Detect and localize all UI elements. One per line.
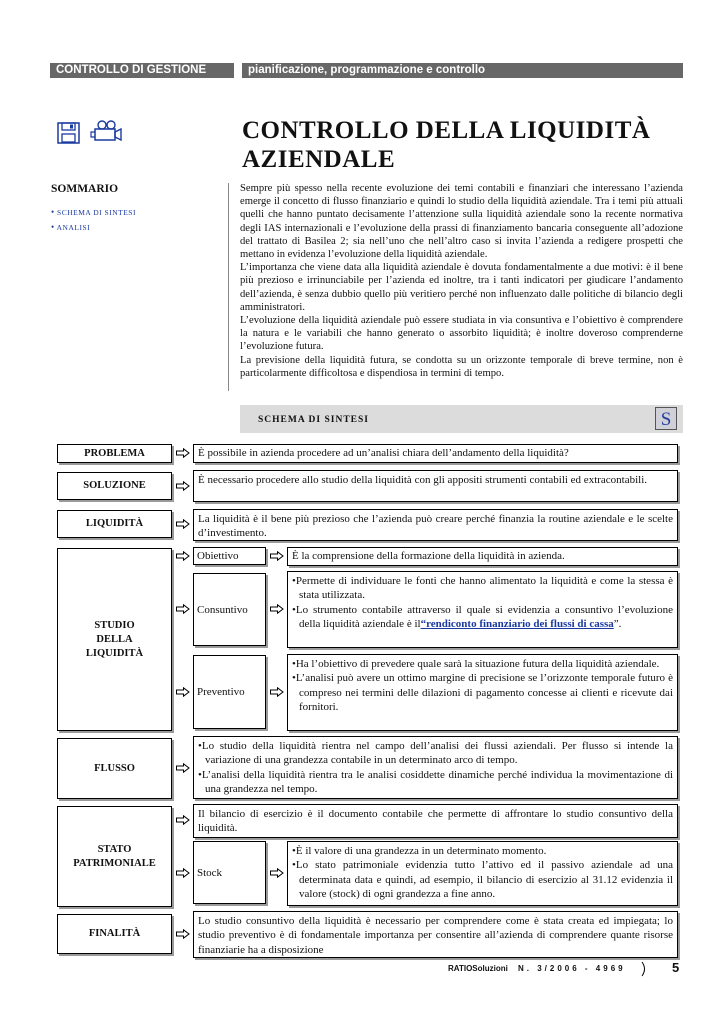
liquidita-text: La liquidità è il bene più prezioso che l’azienda può creare perché finanzia la routine aziendale e le scelte d’investimento.: [193, 509, 678, 541]
sommario-title: SOMMARIO: [51, 183, 119, 195]
section-header: CONTROLLO DI GESTIONE: [50, 63, 234, 78]
floppy-disk-icon[interactable]: [57, 122, 80, 144]
stato-label: STATO PATRIMONIALE: [57, 806, 172, 907]
stock-label: Stock: [193, 841, 266, 904]
schema-label: SCHEMA DI SINTESI: [258, 415, 369, 425]
footer-brand: RATIOSoluzioni: [448, 964, 508, 973]
finalita-label: FINALITÀ: [57, 914, 172, 954]
arrow-icon: [176, 604, 190, 614]
arrow-icon: [176, 481, 190, 491]
arrow-icon: [176, 448, 190, 458]
arrow-icon: [270, 868, 284, 878]
arrow-icon: [176, 929, 190, 939]
arrow-icon: [176, 519, 190, 529]
arrow-icon: [270, 551, 284, 561]
finalita-text: Lo studio consuntivo della liquidità è necessario per comprendere come è stata creata ed impiegata; lo studio preventivo è di fondamentale importanza per consentire all’azienda di comprendere quante risorse finanziarie ha a disposizione: [193, 911, 678, 958]
rendiconto-link[interactable]: “rendiconto finanziario dei flussi di cassa: [420, 618, 614, 631]
schema-badge: S: [655, 407, 677, 430]
arrow-icon: [176, 687, 190, 697]
footer-issue: N. 3/2006 - 4969: [518, 964, 626, 973]
arrow-icon: [176, 763, 190, 773]
stock-text: •È il valore di una grandezza in un determinato momento. •Lo stato patrimoniale evidenzia tutto l’attivo ed il passivo aziendale ad una determinata data e quindi, ad esempio, il bilancio di esercizio al 31.12 evidenzia il valore (stock) di ogni grandezza a fine anno.: [287, 841, 678, 906]
arrow-icon: [270, 687, 284, 697]
consuntivo-label: Consuntivo: [193, 573, 266, 646]
subsection-header: pianificazione, programmazione e controllo: [242, 63, 683, 78]
liquidita-label: LIQUIDITÀ: [57, 510, 172, 538]
soluzione-text: È necessario procedere allo studio della liquidità con gli appositi strumenti contabili ed extracontabili.: [193, 470, 678, 502]
page-number: 5: [672, 960, 680, 975]
arrow-icon: [176, 815, 190, 825]
page-title: CONTROLLO DELLA LIQUIDITÀ AZIENDALE: [242, 117, 651, 173]
video-camera-icon[interactable]: [90, 120, 122, 144]
sommario-link-schema[interactable]: • SCHEMA DI SINTESI: [51, 207, 136, 217]
soluzione-label: SOLUZIONE: [57, 472, 172, 500]
preventivo-text: •Ha l’obiettivo di prevedere quale sarà la situazione futura della liquidità aziendale. •L’analisi può avere un ottimo margine di precisione se l’orizzonte temporale futuro è compreso nei termini delle dilazioni di pagamento concesse ai clienti e ricevute dai fornitori.: [287, 654, 678, 731]
stato-text: Il bilancio di esercizio è il documento contabile che permette di affrontare lo studio consuntivo della liquidità.: [193, 804, 678, 838]
preventivo-label: Preventivo: [193, 655, 266, 729]
obiettivo-text: È la comprensione della formazione della liquidità in azienda.: [287, 547, 678, 566]
flusso-text: •Lo studio della liquidità rientra nel campo dell’analisi dei flussi aziendali. Per flusso si intende la variazione di una grandezza contabile in un determinato arco di tempo. •L’analisi della liquidità rientra tra le analisi cosiddette dinamiche perché individua la movimentazione di una grandezza nel tempo.: [193, 736, 678, 799]
intro-text: Sempre più spesso nella recente evoluzione dei temi contabili e finanziari che interessano l’azienda emerge il concetto di flusso finanziario e quindi lo studio della liquidità aziendale. Tra i temi più attuali quelli che hanno puntato decisamente l’attenzione sulla liquidità aziendale sono la recente normativa degli IAS internazionali e l’evoluzione della prassi di finanziamento bancaria conseguente all’adozione del trattato di Basilea 2; sia nell’uno che nell’altro caso si invita l’azienda a redigere prospetti che mettano in evidenza l’evoluzione della liquidità aziendale. L’importanza che viene data alla liquidità aziendale è dovuta fondamentalmente a due motivi: è il bene più prezioso e irrinunciabile per l’azienda ed inoltre, tra i tanti indicatori per giudicare l’andamento dell’azienda, è senza dubbio quello più veritiero perché non influenzato dalle politiche di bilancio degli amministratori. L’evoluzione della liquidità aziendale può essere studiata in via consuntiva e l’obiettivo è comprendere la natura e le variabili che hanno generato o assorbito liquidità; è inoltre doveroso comprenderne l’evoluzione futura. La previsione della liquidità futura, se condotta su un orizzonte temporale di breve termine, non è particolarmente difficoltosa e dispendiosa in termini di tempo.: [240, 183, 683, 379]
sommario-link-analisi[interactable]: • ANALISI: [51, 222, 91, 232]
arrow-icon: [176, 551, 190, 561]
arrow-icon: [270, 604, 284, 614]
problema-text: È possibile in azienda procedere ad un’analisi chiara dell’andamento della liquidità?: [193, 444, 678, 463]
column-divider: [228, 183, 229, 391]
arrow-icon: [176, 868, 190, 878]
consuntivo-text: •Permette di individuare le fonti che hanno alimentato la liquidità e come la stessa è stata utilizzata. •Lo strumento contabile attraverso il quale si evidenzia a consuntivo l’evoluzione della liquidità aziendale è il“rendiconto finanziario dei flussi di cassa”.: [287, 571, 678, 648]
obiettivo-label: Obiettivo: [193, 547, 266, 565]
page-bracket-icon: [640, 961, 648, 977]
flusso-label: FLUSSO: [57, 738, 172, 799]
studio-label: STUDIO DELLA LIQUIDITÀ: [57, 548, 172, 731]
problema-label: PROBLEMA: [57, 444, 172, 463]
